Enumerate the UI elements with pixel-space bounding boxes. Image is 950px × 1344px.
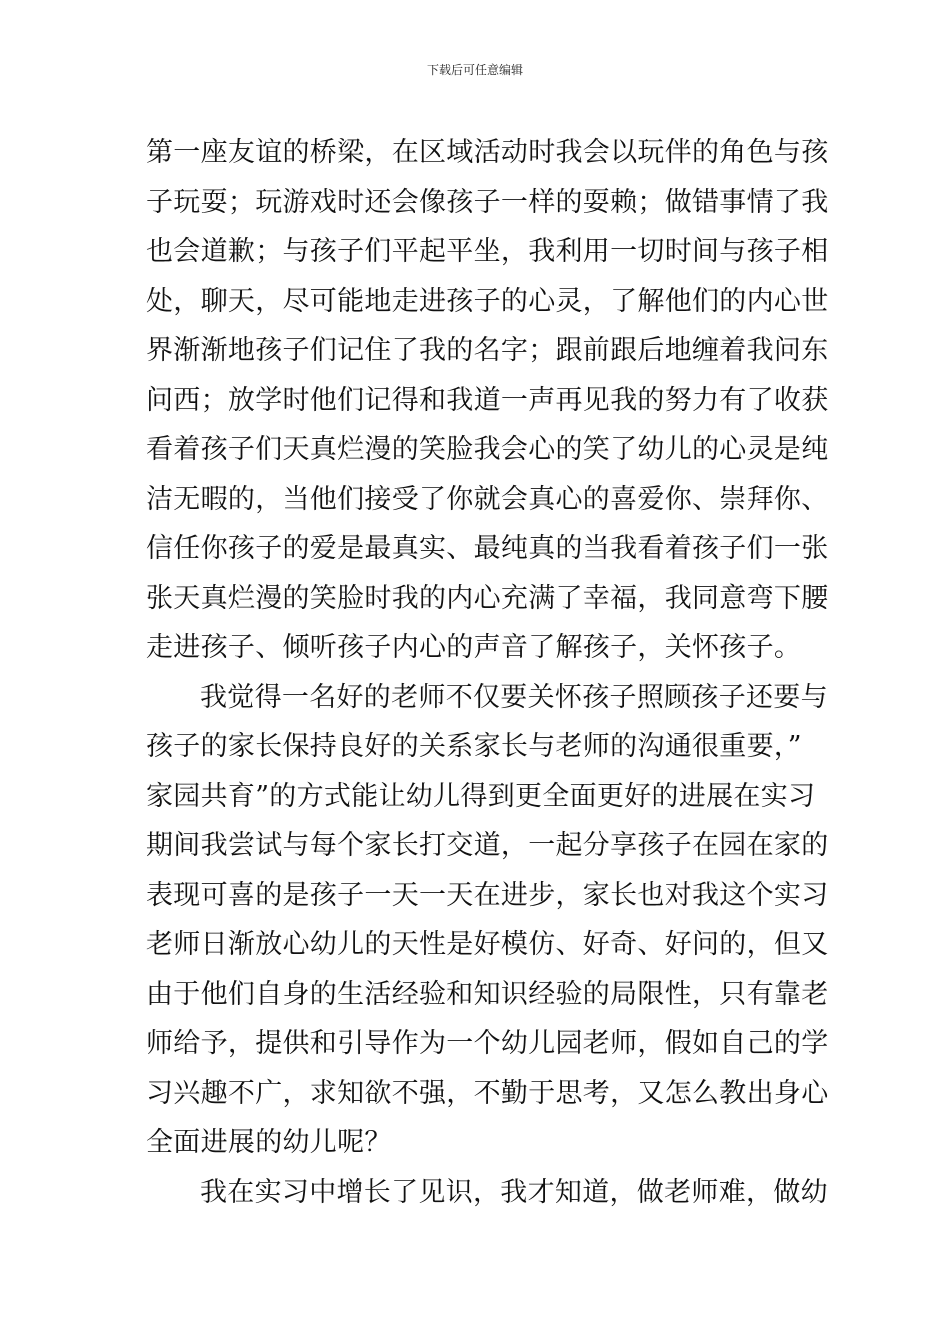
text-line: 孩子的家长保持良好的关系家长与老师的沟通很重要，” xyxy=(146,731,802,762)
text-line: 处，聊天，尽可能地走进孩子的心灵，了解他们的内心世 xyxy=(146,285,829,317)
text-line: 家园共育”的方式能让幼儿得到更全面更好的进展在实习 xyxy=(146,780,816,812)
text-line: 子玩耍；玩游戏时还会像孩子一样的耍赖；做错事情了我 xyxy=(146,186,829,218)
text-line: 由于他们自身的生活经验和知识经验的局限性，只有靠老 xyxy=(146,978,829,1010)
text-line: 习兴趣不广，求知欲不强，不勤于思考，又怎么教出身心 xyxy=(146,1077,829,1109)
text-line: 表现可喜的是孩子一天一天在进步，家长也对我这个实习 xyxy=(146,879,829,911)
text-line: 信任你孩子的爱是最真实、最纯真的当我看着孩子们一张 xyxy=(146,533,829,564)
text-line: 张天真烂漫的笑脸时我的内心充满了幸福，我同意弯下腰 xyxy=(146,582,829,614)
text-line: 看着孩子们天真烂漫的笑脸我会心的笑了幼儿的心灵是纯 xyxy=(146,434,829,465)
paragraph xyxy=(146,128,829,673)
text-line: 期间我尝试与每个家长打交道，一起分享孩子在园在家的 xyxy=(146,830,829,861)
text-line: 我觉得一名好的老师不仅要关怀孩子照顾孩子还要与 xyxy=(200,681,828,713)
paragraph xyxy=(146,1168,828,1218)
text-line: 问西；放学时他们记得和我道一声再见我的努力有了收获 xyxy=(146,384,829,416)
page-header: 下载后可任意编辑 xyxy=(426,63,523,77)
text-line: 我在实习中增长了见识，我才知道，做老师难，做幼 xyxy=(200,1176,828,1208)
text-line: 界渐渐地孩子们记住了我的名字；跟前跟后地缠着我问东 xyxy=(146,335,829,366)
document-body xyxy=(146,128,829,1217)
text-line: 第一座友谊的桥梁，在区域活动时我会以玩伴的角色与孩 xyxy=(146,137,829,168)
text-line: 老师日渐放心幼儿的天性是好模仿、好奇、好问的，但又 xyxy=(146,929,829,960)
text-line: 师给予，提供和引导作为一个幼儿园老师，假如自己的学 xyxy=(146,1028,829,1059)
text-line: 走进孩子、倾听孩子内心的声音了解孩子，关怀孩子。 xyxy=(146,632,802,663)
text-line: 洁无暇的，当他们接受了你就会真心的喜爱你、崇拜你、 xyxy=(146,483,829,515)
text-line: 也会道歉；与孩子们平起平坐，我利用一切时间与孩子相 xyxy=(146,236,829,267)
text-line: 全面进展的幼儿呢？ xyxy=(146,1127,392,1158)
paragraph xyxy=(146,673,829,1168)
